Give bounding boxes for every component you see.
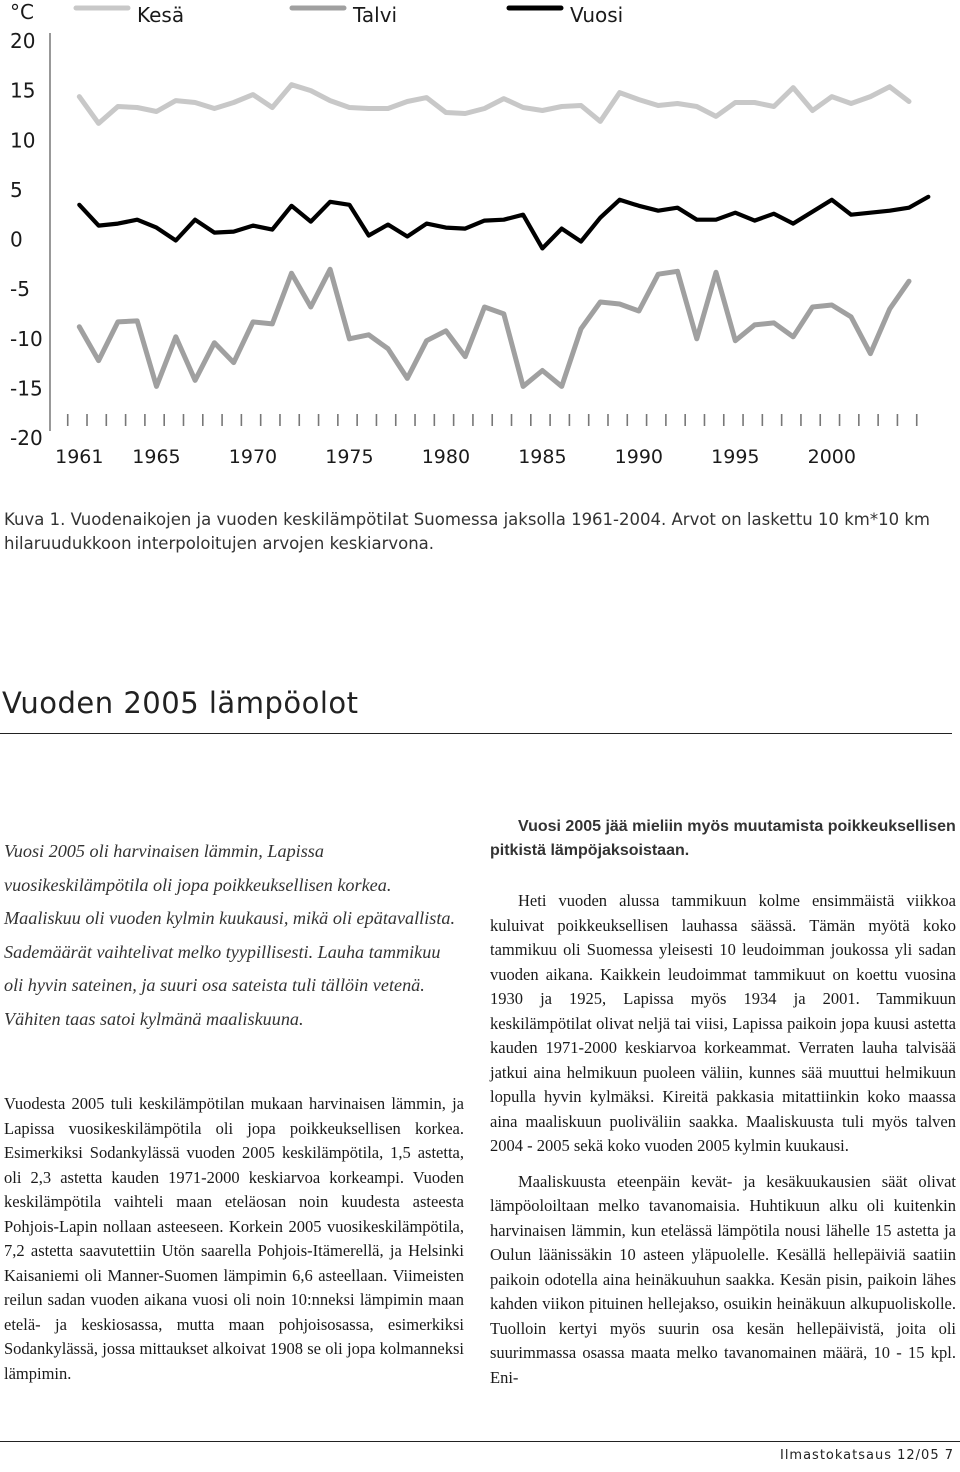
y-tick-label: 15 [10,78,36,103]
x-tick-label: 1985 [518,446,567,468]
body-paragraph-left: Vuodesta 2005 tuli keskilämpötilan mukaan harvinaisen lämmin, ja Lapissa vuosikeskilämpötila oli jopa poikkeuksellisen korkea. Esimerkiksi Sodankylässä vuoden 2005 keskilämpötila, 1,5 astetta, oli 2,3 astetta kauden 1971-2000 keskiarvoa korkeampi. Vuoden keskilämpötila vaihteli maan eteläosan noin kuudesta asteesta Pohjois-Lapin nollaan asteeseen. Korkein 2005 vuosikeskilämpötila, 7,2 astetta saavutettiin Utön saarella Pohjois-Itämerellä, ja Helsinki Kaisaniemi oli Manner-Suomen lämpimin 6,6 asteellaan. Viimeisten reilun sadan vuoden aikana vuosi oli noin 10:nneksi lämpimin maan etelä- ja keskiosassa, mutta maan pohjoisosassa, esimerkiksi Sodankylässä, jossa mittaukset alkoivat 1908 se oli jopa kolmanneksi lämpimin. [4,1094,464,1383]
y-tick-label: -20 [10,426,43,450]
chart-legend [76,3,623,27]
legend-label: Vuosi [570,3,624,27]
heading-rule [0,733,952,734]
right-paragraph-1: Heti vuoden alussa tammikuun kolme ensimmäistä viikkoa kuluivat poikkeuksellisen lauhassa säässä. Tämän myötä koko tammikuu oli Suomessa yleisesti 10 leudoimman joukossa yli sadan vuoden aikana. Kaikkein leudoimmat tammikuut on koettu vuosina 1930 ja 1925, Lapissa myös 1934 ja 2001. Tammikuun keskilämpötilat olivat neljä tai viisi, Lapissa paikoin jopa kuusi astetta kauden 1971-2000 keskiarvoa korkeammat. Verraten lauha talvisää jatkui aina helmikuun puoleen väliin, kunnes sää muuttui helmikuun lopulla hyvin kylmäksi. Kireitä pakkasia mitattiinkin koko maassa aina maaliskuun puoliväliin saakka. Maaliskuusta tuli myös talven 2004 - 2005 sekä koko vuoden 2005 kylmin kuukausi. [490,891,956,1155]
y-tick-label: 0 [10,227,23,252]
x-tick-label: 1965 [132,446,181,468]
right-column-body [490,889,956,1390]
x-tick-label: 2000 [807,446,856,468]
temperature-line-chart [0,0,960,480]
y-tick-label: 10 [10,128,36,153]
page-footer: Ilmastokatsaus 12/05 7 [779,1448,954,1463]
y-unit-label: °C [10,0,34,24]
y-tick-label: -5 [10,277,30,302]
x-axis [55,414,917,468]
series-line [79,269,909,386]
lead-paragraph: Vuosi 2005 oli harvinaisen lämmin, Lapissa vuosikeskilämpötila oli jopa poikkeuksellisen korkea. Maaliskuu oli vuoden kylmin kuukausi, mikä oli epätavallista. Sademäärät vaihtelivat melko tyypillisesti. Lauha tammikuu oli hyvin sateinen, ja suuri osa sateista tuli tällöin vetenä. Vähiten taas satoi kylmänä maaliskuuna. [4,841,456,1029]
x-tick-label: 1980 [421,446,471,468]
x-tick-label: 1995 [711,446,760,468]
x-tick-label: 1975 [325,446,374,468]
legend-label: Kesä [137,3,185,27]
y-tick-label: -15 [10,376,43,401]
footer-rule [0,1441,960,1442]
y-tick-label: 20 [10,29,36,53]
chart-series [79,85,928,387]
series-line [79,85,909,124]
right-paragraph-2: Maaliskuusta eteenpäin kevät- ja kesäkuukausien säät olivat lämpöoloiltaan melko tavanomaisia. Huhtikuun alku oli kuitenkin harvinaisen lämmin, kun etelässä lämpötila nousi lähelle 15 astetta ja Oulun läänissäkin 10 asteen yläpuolelle. Kesällä hellepäiviä saatiin paikoin odotella aina heinäkuuhun saakka. Kesän pisin, paikoin lähes kahden viikon pituinen hellejakso, osuikin heinäkuun alkupuoliskolle. Tuolloin kertyi myös suurin osa kesän hellepäivistä, joita oli suurimmassa osassa maata melko tavanomainen määrä, 10 - 15 kpl. Eni- [490,1171,956,1387]
figure-caption: Kuva 1. Vuodenaikojen ja vuoden keskilämpötilat Suomessa jaksolla 1961-2004. Arvot on laskettu 10 km*10 km hilaruudukkoon interpoloitujen arvojen keskiarvona. [4,510,930,553]
x-tick-label: 1990 [614,446,664,468]
x-tick-label: 1970 [228,446,278,468]
x-tick-label: 1961 [55,446,104,468]
right-column-heading: Vuosi 2005 jää mieliin myös muutamista poikkeuksellisen pitkistä lämpöjaksoistaan. [490,818,956,859]
y-tick-label: 5 [10,177,23,202]
y-tick-label: -10 [10,326,43,351]
y-axis [10,0,50,450]
series-line [79,197,928,249]
section-heading: Vuoden 2005 lämpöolot [2,686,359,720]
legend-label: Talvi [353,3,398,27]
